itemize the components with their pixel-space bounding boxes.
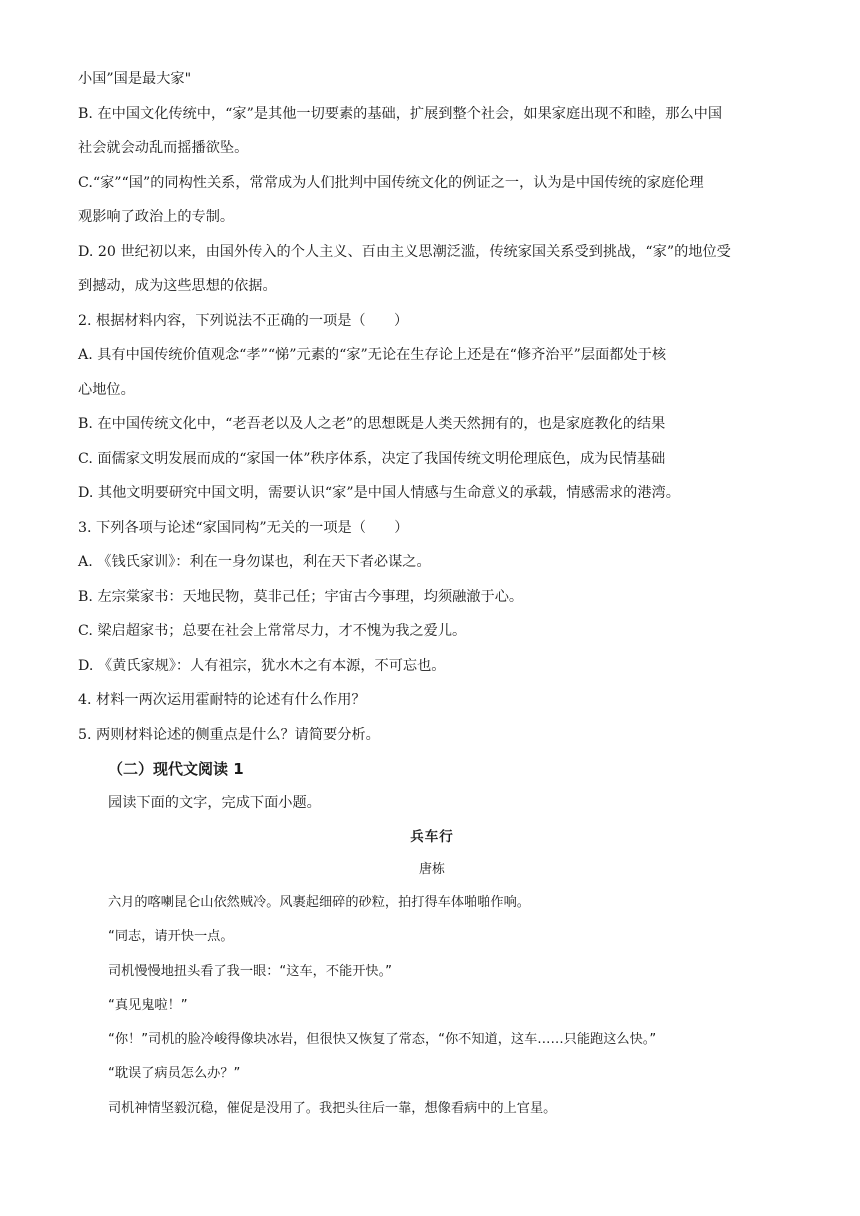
section-instruction: 园读下面的文字，完成下面小题。: [108, 795, 321, 811]
text-line: 心地位。: [78, 381, 135, 398]
option-b-line: B. 在中国传统文化中，“老吾老以及人之老”的思想既是人类天然拥有的，也是家庭教化的结果: [78, 416, 666, 432]
option-c-line: C. 梁启超家书；总要在社会上常常尽力，才不愧为我之爱儿。: [78, 623, 467, 639]
option-b-line: B. 左宗棠家书：天地民物，莫非己任；宇宙古今事理，均须融澈于心。: [78, 588, 524, 605]
text-line: 到撼动，成为这些思想的依据。: [78, 278, 277, 294]
option-c-line: C. 面儒家文明发展而成的“家国一体”秩序体系，决定了我国传统文明伦理底色，成为民情基础: [78, 450, 666, 467]
option-a-line: A. 具有中国传统价值观念“孝”“悌”元素的“家”无论在生存论上还是在“修齐治平”层面都处于核: [78, 347, 667, 363]
story-author: 唐栋: [418, 862, 445, 877]
story-block: [78, 820, 786, 1126]
option-a-line: A. 《钱氏家训》：利在一身勿谋也，利在天下者必谋之。: [78, 554, 431, 570]
story-paragraph: 司机慢慢地扭头看了我一眼：“这车，不能开快。”: [108, 963, 392, 979]
text-line: 社会就会动乱而摇播欲坠。: [78, 140, 249, 156]
story-paragraph: “同志，请开快一点。: [108, 929, 234, 945]
story-paragraph: “真见鬼啦！”: [108, 997, 188, 1013]
option-c-line: C.“家”“国”的同构性关系，常常成为人们批判中国传统文化的例证之一，认为是中国传统的家庭伦理: [78, 174, 704, 191]
story-paragraph: “耽误了病员怎么办？”: [108, 1066, 241, 1082]
question-4: 4. 材料一两次运用霍耐特的论述有什么作用？: [78, 692, 366, 708]
option-b-line: B. 在中国文化传统中，“家”是其他一切要素的基础，扩展到整个社会，如果家庭出现不和睦，那么中国: [78, 105, 723, 122]
text-line: 小国”国是最大家": [78, 71, 192, 87]
option-d-line: D. 《黄氏家规》：人有祖宗，犹水木之有本源，不可忘也。: [78, 657, 446, 674]
question-block: [78, 62, 786, 752]
text-line: 观影响了政治上的专制。: [78, 209, 235, 225]
story-title: 兵车行: [410, 829, 454, 845]
option-d-line: D. 20 世纪初以来，由国外传入的个人主义、百由主义思潮泛滥，传统家国关系受到挑战，“家”的地位受: [78, 243, 731, 260]
question-5: 5. 两则材料论述的侧重点是什么？请简要分析。: [78, 726, 380, 743]
question-3: 3. 下列各项与论述“家国同构”无关的一项是（ ）: [78, 519, 409, 536]
story-paragraph: “你！”司机的脸冷峻得像块冰岩，但很快又恢复了常态，“你不知道，这车……只能跑这么快。”: [108, 1032, 657, 1048]
question-2: 2. 根据材料内容，下列说法不正确的一项是（ ）: [78, 312, 409, 329]
section-title: （二）现代文阅读 1: [108, 760, 244, 778]
option-d-line: D. 其他文明要研究中国文明，需要认识“家”是中国人情感与生命意义的承载，情感需求的港湾。: [78, 485, 680, 501]
story-paragraph: 司机神情坚毅沉稳，催促是没用了。我把头往后一靠，想像看病中的上官星。: [108, 1100, 557, 1116]
story-paragraph: 六月的喀喇昆仑山依然贼冷。风裹起细碎的砂粒，拍打得车体啪啪作响。: [108, 895, 530, 910]
document-page: [78, 62, 786, 1126]
